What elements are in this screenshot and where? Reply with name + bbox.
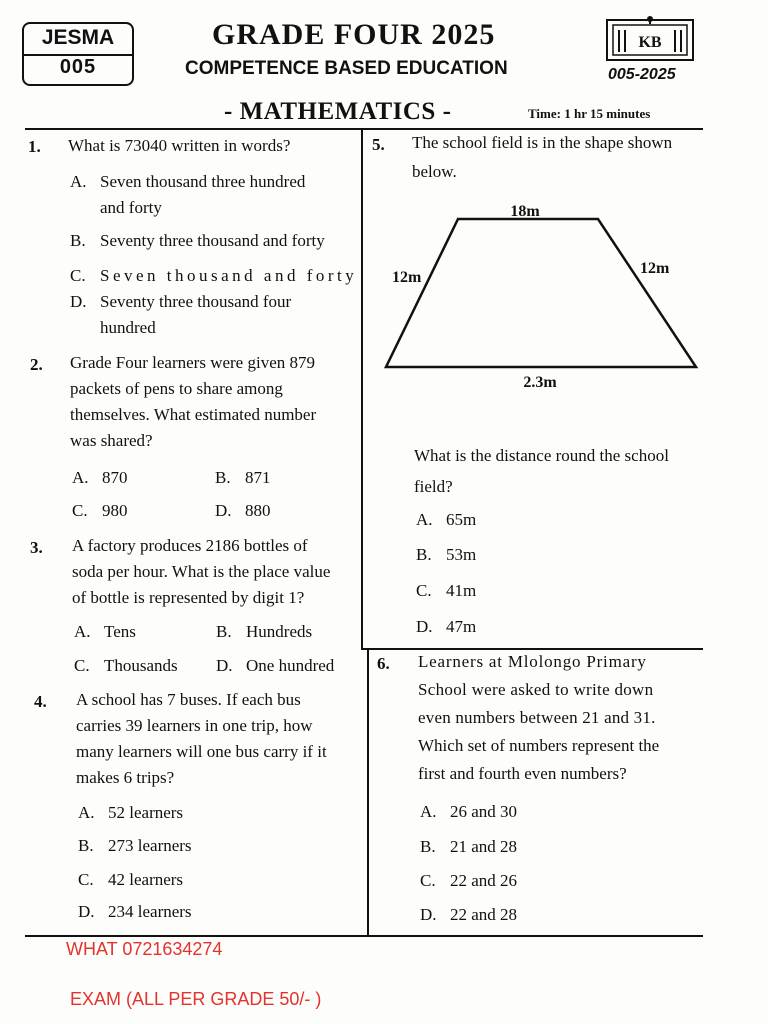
option-text: 870: [102, 468, 128, 487]
question-number: 5.: [372, 135, 385, 154]
option[interactable]: [420, 834, 517, 860]
question-text: School were asked to write down: [418, 680, 654, 699]
footer-price: EXAM (ALL PER GRADE 50/- ): [70, 989, 322, 1009]
question-number: 6.: [377, 654, 390, 673]
option-text: Hundreds: [246, 622, 313, 641]
left-side-label: 12m: [392, 269, 422, 286]
question-number: 2.: [30, 355, 43, 374]
option-text: 52 learners: [108, 803, 184, 822]
option-text: 22 and 26: [450, 871, 518, 890]
question-text: was shared?: [70, 431, 153, 450]
option[interactable]: [416, 578, 476, 604]
question-text: What is 73040 written in words?: [68, 136, 291, 155]
question-number: 3.: [30, 538, 43, 557]
logo-text: KB: [638, 34, 662, 51]
option-letter: A.: [70, 172, 87, 191]
option[interactable]: [420, 902, 517, 928]
option-text: 65m: [446, 510, 477, 529]
trapezium-shape: [386, 219, 696, 367]
option-letter: B.: [216, 622, 232, 641]
option-letter: D.: [70, 292, 87, 311]
question-text: A factory produces 2186 bottles of: [72, 536, 308, 555]
option-letter: A.: [420, 802, 437, 821]
question-text: below.: [412, 162, 457, 181]
option-text: Seven thousand three hundred: [100, 172, 306, 191]
question-text: The school field is in the shape shown: [412, 133, 673, 152]
option-text: Seventy three thousand and forty: [100, 231, 325, 250]
option-letter: C.: [70, 266, 86, 285]
option[interactable]: [416, 542, 476, 568]
option-letter: B.: [416, 545, 432, 564]
question-text: Which set of numbers represent the: [418, 736, 660, 755]
option-text-cont: hundred: [100, 318, 156, 337]
option-letter: D.: [416, 617, 433, 636]
option-letter: C.: [420, 871, 436, 890]
option-text: 42 learners: [108, 870, 184, 889]
question-text: makes 6 trips?: [76, 768, 175, 787]
bottom-rule: [25, 935, 703, 937]
top-side-label: 18m: [510, 203, 540, 220]
cbe-title: COMPETENCE BASED EDUCATION: [185, 58, 508, 79]
jesma-label: JESMA: [41, 26, 115, 49]
question-text: Learners at Mlolongo Primary: [418, 652, 647, 671]
option[interactable]: [74, 619, 136, 645]
option-letter: B.: [215, 468, 231, 487]
jesma-number: 005: [59, 56, 97, 78]
option-text: 273 learners: [108, 836, 192, 855]
option-letter: C.: [72, 501, 88, 520]
question-number: 1.: [28, 137, 41, 156]
option-letter: D.: [420, 905, 437, 924]
option[interactable]: [420, 799, 517, 825]
option-text: 26 and 30: [450, 802, 518, 821]
option[interactable]: [72, 498, 128, 524]
option-text: 871: [245, 468, 271, 487]
time-allowed: Time: 1 hr 15 minutes: [528, 106, 651, 121]
option-letter: C.: [416, 581, 432, 600]
option-letter: A.: [74, 622, 91, 641]
option[interactable]: [78, 899, 192, 925]
option[interactable]: [215, 465, 271, 491]
question-text: themselves. What estimated number: [70, 405, 317, 424]
option[interactable]: [74, 653, 178, 679]
option[interactable]: [70, 263, 357, 289]
option-text: 234 learners: [108, 902, 192, 921]
option-text: Thousands: [104, 656, 178, 675]
question-text: many learners will one bus carry if it: [76, 742, 327, 761]
option[interactable]: [416, 507, 476, 533]
option-text: One hundred: [246, 656, 335, 675]
option[interactable]: [216, 619, 312, 645]
subject-title: - MATHEMATICS -: [224, 98, 452, 125]
option[interactable]: [70, 289, 291, 315]
option-letter: A.: [72, 468, 89, 487]
option-text: 53m: [446, 545, 477, 564]
question-text: What is the distance round the school: [414, 446, 669, 465]
grade-title: GRADE FOUR 2025: [212, 18, 496, 51]
question-text: Grade Four learners were given 879: [70, 353, 315, 372]
book-logo-icon: [605, 14, 695, 62]
question-text: soda per hour. What is the place value: [72, 562, 331, 581]
option[interactable]: [78, 800, 183, 826]
column-divider-lower: [367, 650, 369, 935]
option-text: 880: [245, 501, 271, 520]
right-side-label: 12m: [640, 260, 670, 277]
option-letter: D.: [216, 656, 233, 675]
paper-code: 005-2025: [608, 66, 676, 83]
question-text: A school has 7 buses. If each bus: [76, 690, 301, 709]
option[interactable]: [70, 228, 325, 254]
trapezium-figure: [380, 195, 710, 395]
option[interactable]: [216, 653, 334, 679]
column-divider-upper: [361, 129, 363, 649]
option[interactable]: [78, 867, 183, 893]
option-letter: B.: [420, 837, 436, 856]
option[interactable]: [215, 498, 271, 524]
question-number: 4.: [34, 692, 47, 711]
question-text: even numbers between 21 and 31.: [418, 708, 656, 727]
option[interactable]: [72, 465, 128, 491]
option-text: Seventy three thousand four: [100, 292, 292, 311]
option-text-cont: and forty: [100, 198, 162, 217]
question-text: of bottle is represented by digit 1?: [72, 588, 305, 607]
question-text: packets of pens to share among: [70, 379, 283, 398]
option-text: Seven thousand and forty: [100, 266, 358, 285]
question-text: field?: [414, 477, 453, 496]
option-text: 22 and 28: [450, 905, 518, 924]
option-text: 980: [102, 501, 128, 520]
question-text: first and fourth even numbers?: [418, 764, 627, 783]
option-letter: C.: [74, 656, 90, 675]
option-letter: B.: [70, 231, 86, 250]
option-letter: A.: [416, 510, 433, 529]
footer-contact: WHAT 0721634274: [66, 939, 223, 959]
option-letter: D.: [78, 902, 95, 921]
option-letter: A.: [78, 803, 95, 822]
option-letter: C.: [78, 870, 94, 889]
option[interactable]: [420, 868, 517, 894]
option[interactable]: [70, 169, 350, 195]
option-text: 21 and 28: [450, 837, 518, 856]
option[interactable]: [416, 614, 476, 640]
question-text: carries 39 learners in one trip, how: [76, 716, 313, 735]
bottom-side-label: 2.3m: [523, 374, 557, 391]
option[interactable]: [78, 833, 192, 859]
option-text: 41m: [446, 581, 477, 600]
option-text: Tens: [104, 622, 136, 641]
option-letter: B.: [78, 836, 94, 855]
option-text: 47m: [446, 617, 477, 636]
option-letter: D.: [215, 501, 232, 520]
jesma-badge: [22, 22, 134, 86]
